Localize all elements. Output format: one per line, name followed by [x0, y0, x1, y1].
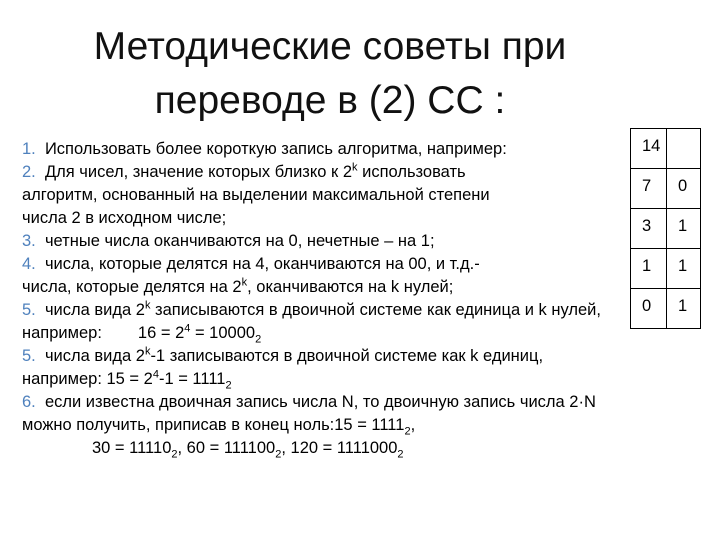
item-text: например:: [22, 324, 102, 342]
table-row: [631, 249, 701, 289]
subscript: 2: [397, 448, 404, 461]
table-cell: 1: [667, 289, 701, 329]
table-cell: 0: [667, 169, 701, 209]
example-text: , 60 = 111100: [177, 439, 276, 457]
list-item-cont: [22, 207, 702, 230]
table-cell: 1: [667, 249, 701, 289]
item-text: числа, которые делятся на 2: [22, 278, 242, 296]
item-number: 2.: [22, 163, 36, 181]
table-row: [631, 289, 701, 329]
item-text: Для чисел, значение которых близко к 2: [44, 163, 353, 181]
table-cell: 14: [631, 129, 667, 169]
list-item-cont: [22, 184, 702, 207]
list-item: [22, 253, 702, 276]
subscript: 2: [404, 425, 411, 438]
list-item: [22, 391, 702, 414]
item-text: четные числа оканчиваются на 0, нечетные – на 1;: [44, 232, 435, 250]
superscript: 4: [152, 368, 159, 381]
superscript: k: [144, 345, 151, 358]
list-item-cont: [22, 414, 702, 437]
subscript: 2: [171, 448, 178, 461]
title-line-2: переводе в (2) СС :: [154, 79, 506, 122]
superscript: k: [144, 299, 151, 312]
table-cell: [667, 129, 701, 169]
item-text: числа вида 2: [44, 347, 145, 365]
list-item: [22, 230, 702, 253]
table-row: [631, 169, 701, 209]
item-text: ,: [410, 416, 416, 434]
item-text: числа, которые делятся на 4, оканчиваются на 00, и т.д.-: [44, 255, 480, 273]
item-number: 5.: [22, 301, 36, 319]
item-text: , оканчиваются на k нулей;: [247, 278, 454, 296]
list-item: [22, 345, 702, 368]
list-item-cont: [22, 368, 702, 391]
subscript: 2: [255, 333, 262, 346]
item-text: Использовать более короткую запись алгоритма, например:: [44, 140, 507, 158]
table-row: [631, 129, 701, 169]
list-item-cont: [22, 322, 702, 345]
list-item: [22, 138, 702, 161]
tips-list: [22, 138, 702, 460]
item-number: 4.: [22, 255, 36, 273]
item-text: = 10000: [190, 324, 256, 342]
list-item: [22, 299, 702, 322]
item-text: числа вида 2: [44, 301, 145, 319]
list-item: [22, 161, 702, 184]
table-cell: 0: [631, 289, 667, 329]
item-text: алгоритм, основанный на выделении максимальной степени: [22, 186, 490, 204]
examples-line: [22, 437, 702, 460]
item-text: числа 2 в исходном числе;: [22, 209, 227, 227]
division-table: [630, 128, 701, 329]
title-line-1: Методические советы при: [93, 25, 567, 68]
item-number: 5.: [22, 347, 36, 365]
table-cell: 1: [631, 249, 667, 289]
item-text: например: 15 = 2: [22, 370, 153, 388]
subscript: 2: [275, 448, 282, 461]
item-text: использовать: [357, 163, 466, 181]
table-cell: 7: [631, 169, 667, 209]
superscript: k: [352, 161, 358, 174]
item-text: -1 записываются в двоичной системе как k единиц,: [150, 347, 544, 365]
item-number: 6.: [22, 393, 36, 411]
item-text: 16 = 2: [137, 324, 185, 342]
superscript: k: [241, 276, 248, 289]
item-number: 1.: [22, 140, 36, 158]
subscript: 2: [225, 379, 232, 392]
slide-title: [0, 20, 660, 128]
example-text: 30 = 11110: [92, 439, 172, 457]
item-number: 3.: [22, 232, 36, 250]
list-item-cont: [22, 276, 702, 299]
item-text: записываются в двоичной системе как единица и k нулей,: [150, 301, 601, 319]
superscript: 4: [184, 322, 191, 335]
item-text: -1 = 1111: [158, 370, 226, 388]
item-text: если известна двоичная запись числа N, то двоичную запись числа 2·N: [44, 393, 596, 411]
table-cell: 3: [631, 209, 667, 249]
item-text: можно получить, приписав в конец ноль:15 = 1111: [22, 416, 405, 434]
example-text: , 120 = 1111000: [281, 439, 398, 457]
table-row: [631, 209, 701, 249]
table-cell: 1: [667, 209, 701, 249]
